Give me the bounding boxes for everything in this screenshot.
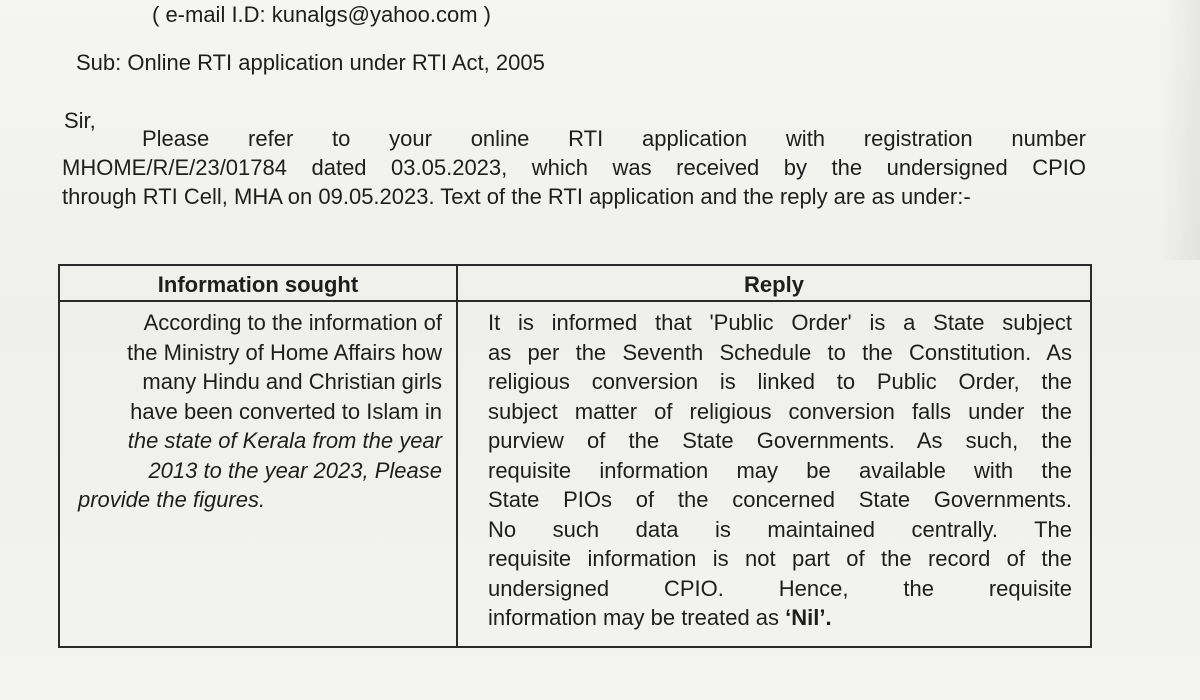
information-sought-cell xyxy=(59,301,457,647)
reply-line: requisite information is not part of the record of the xyxy=(488,546,1072,571)
table-header-row xyxy=(59,265,1091,301)
reply-line: undersigned CPIO. Hence, the requisite xyxy=(488,575,1072,601)
reply-line: It is informed that 'Public Order' is a State subject xyxy=(488,310,1072,335)
sought-line: have been converted to Islam in xyxy=(130,398,442,424)
header-reply: Reply xyxy=(457,265,1091,301)
intro-line-1: Please refer to your online RTI application with registration number xyxy=(142,126,1086,151)
rti-table xyxy=(58,264,1092,648)
intro-line-2: MHOME/R/E/23/01784 dated 03.05.2023, which was received by the undersigned CPIO xyxy=(62,155,1086,180)
sought-line: the Ministry of Home Affairs how xyxy=(126,339,442,365)
reply-line: requisite information may be available with the xyxy=(488,457,1072,483)
reply-last-prefix: information may be treated as xyxy=(488,605,786,630)
paper-fold-shadow xyxy=(1160,0,1200,260)
intro-line-3: through RTI Cell, MHA on 09.05.2023. Text of the RTI application and the reply are as under:- xyxy=(62,184,971,209)
nil-emphasis: ‘Nil’. xyxy=(785,605,832,630)
reply-last-line xyxy=(488,603,1072,633)
reply-line: subject matter of religious conversion falls under the xyxy=(488,398,1072,424)
table-row xyxy=(59,301,1091,647)
sought-line: According to the information of xyxy=(143,310,442,335)
email-line: ( e-mail I.D: kunalgs@yahoo.com ) xyxy=(152,2,492,27)
intro-paragraph xyxy=(62,124,1086,211)
subject-line: Sub: Online RTI application under RTI Act, 2005 xyxy=(76,50,545,75)
reply-line: State PIOs of the concerned State Governments. xyxy=(488,487,1072,512)
reply-line: religious conversion is linked to Public Order, the xyxy=(488,369,1072,394)
sought-line: the state of Kerala from the year xyxy=(127,428,442,453)
sought-line: 2013 to the year 2023, Please xyxy=(148,457,442,483)
sought-line: many Hindu and Christian girls xyxy=(142,369,442,394)
reply-cell xyxy=(457,301,1091,647)
reply-line: as per the Seventh Schedule to the Constitution. As xyxy=(488,339,1072,365)
header-information-sought: Information sought xyxy=(59,265,457,301)
salutation: Sir, xyxy=(64,108,96,133)
sought-line: provide the figures. xyxy=(78,487,266,512)
reply-line: purview of the State Governments. As such, the xyxy=(488,428,1072,453)
reply-line: No such data is maintained centrally. The xyxy=(488,516,1072,542)
